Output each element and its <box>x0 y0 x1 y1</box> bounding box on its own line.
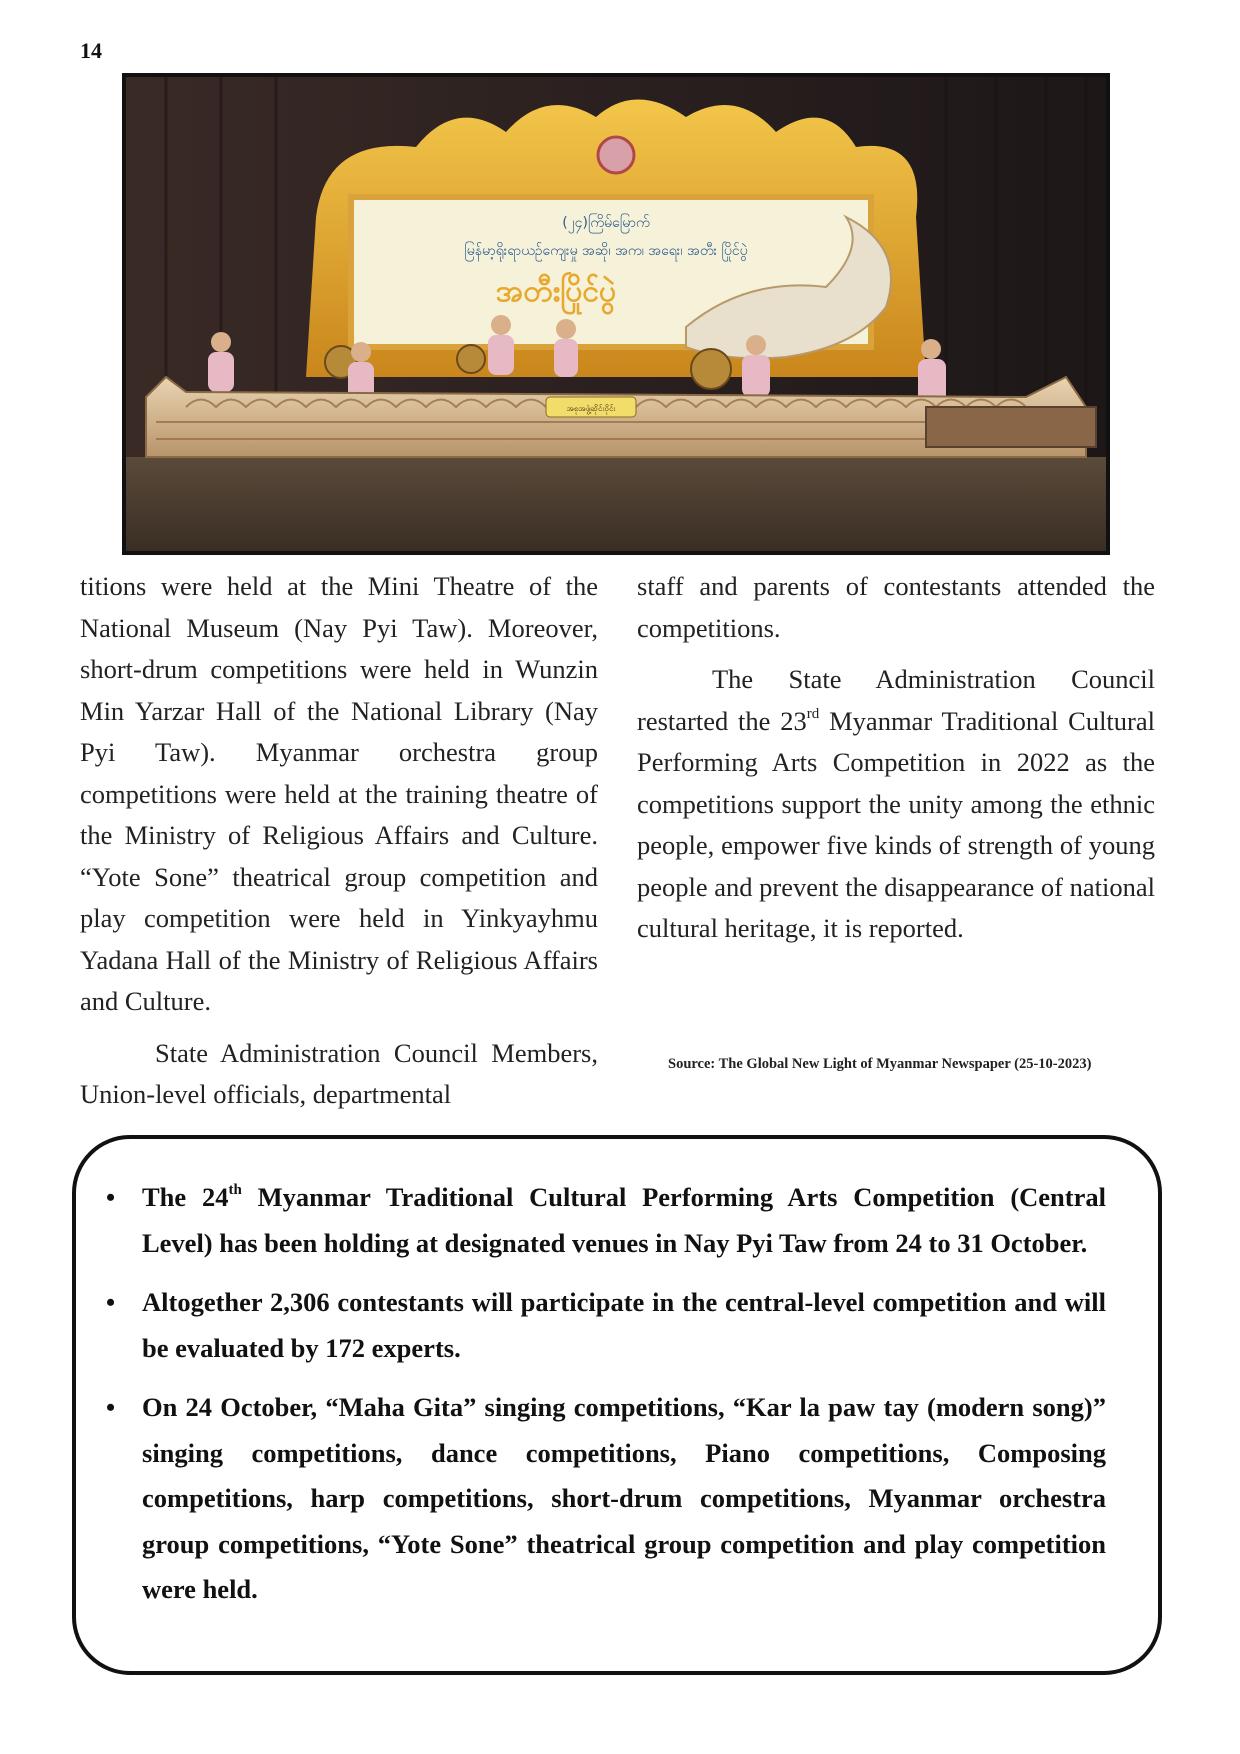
article-right-column <box>637 566 1155 950</box>
stage-photo <box>122 73 1110 555</box>
bullet-icon: • <box>106 1183 116 1212</box>
bullet-icon: • <box>106 1288 116 1317</box>
banner-line-3: အတီးပြိုင်ပွဲ <box>495 274 617 309</box>
bullet-icon: • <box>106 1393 116 1422</box>
source-citation: Source: The Global New Light of Myanmar Newspaper (25-10-2023) <box>668 1056 1092 1072</box>
right-paragraph-1: staff and parents of contestants attended the competitions. <box>637 571 1155 643</box>
banner-line-1: (၂၄)ကြိမ်မြောက် <box>562 215 650 231</box>
stand-label: အစုအဖွဲ့ဆိုင်းဝိုင်း <box>566 404 616 413</box>
right-paragraph-2: The State Administration Council restarted the 23rd Myanmar Traditional Cultural Performing Arts Competition in 2022 as the competitions support the unity among the ethnic people, empower five kinds of strength of young people and prevent the disappearance of national cultural heritage, it is reported. <box>637 664 1155 943</box>
left-paragraph-2: State Administration Council Members, Union-level officials, departmental <box>80 1037 598 1109</box>
summary-item-2: • Altogether 2,306 contestants will participate in the central-level competition and will be evaluated by 172 experts. <box>142 1280 1106 1371</box>
summary-list <box>76 1175 1158 1627</box>
banner-line-2: မြန်မာ့ရိုးရာယဉ်ကျေးမှု အဆို၊ အက၊ အရေး၊ အတီး ပြိုင်ပွဲ <box>464 243 748 259</box>
summary-item-3: • On 24 October, “Maha Gita” singing competitions, “Kar la paw tay (modern song)” singing competitions, dance competitions, Piano competitions, Composing competitions, harp competitions, short-drum competitions, Myanmar orchestra group competitions, “Yote Sone” theatrical group competition and play competition were held. <box>142 1385 1106 1613</box>
page-number: 14 <box>80 38 102 63</box>
article-left-column <box>80 566 598 1116</box>
left-paragraph-1: titions were held at the Mini Theatre of the National Museum (Nay Pyi Taw). Moreover, short-drum competitions were held in Wunzin Min Yarzar Hall of the National Library (Nay Pyi Taw). Myanmar orchestra group competitions were held at the training theatre of the Ministry of Religious Affairs and Culture. “Yote Sone” theatrical group competition and play competition were held in Yinkyayhmu Yadana Hall of the Ministry of Religious Affairs and Culture. <box>80 571 598 1016</box>
orchestra-stage-image <box>126 77 1106 551</box>
summary-box <box>72 1135 1162 1675</box>
summary-item-1: • The 24th Myanmar Traditional Cultural Performing Arts Competition (Central Level) has been holding at designated venues in Nay Pyi Taw from 24 to 31 October. <box>142 1175 1106 1266</box>
